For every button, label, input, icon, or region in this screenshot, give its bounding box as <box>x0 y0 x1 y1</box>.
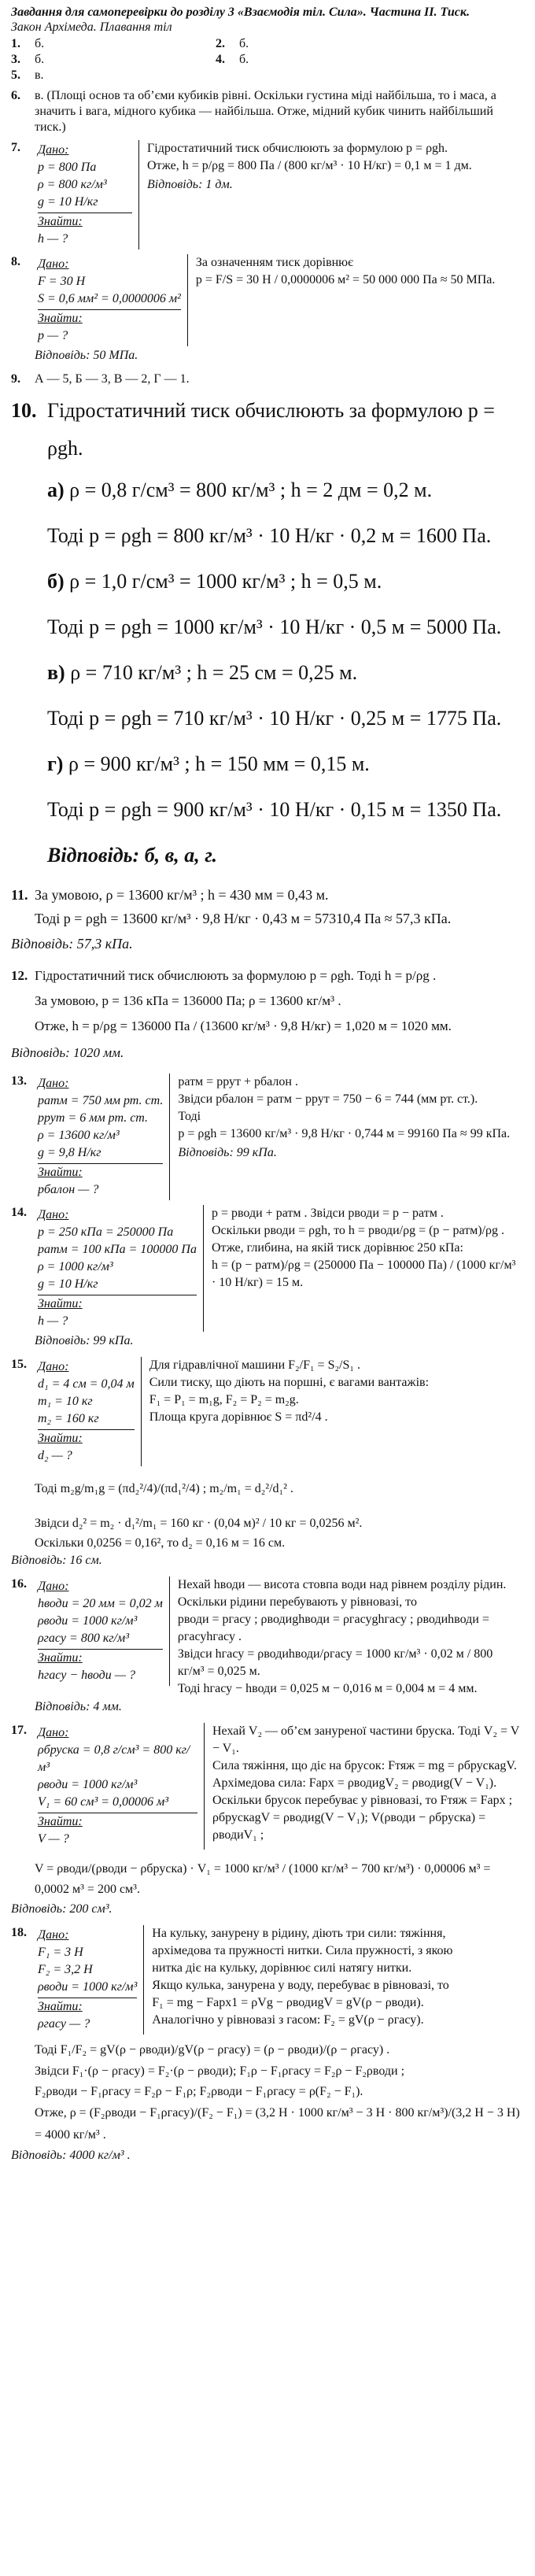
answer-1: 1. б. <box>11 37 45 50</box>
given-block: Дано: pатм = 750 мм рт. ст. pрут = 6 мм рт. ст. ρ = 13600 кг/м³ g = 9,8 Н/кг Знайти: pбалон — ? <box>35 1074 170 1200</box>
solution-block: p = pводи + pатм . Звідси pводи = p − pатм . Оскільки pводи = ρgh, то h = pводи/ρg = (p − pатм)/ρg . Отже, глибина, на якій тиск дорівнює 250 кПа: h = (p − pатм)/ρg = (250000 Па − 100000 Па) / (1000 кг/м³ · 10 Н/кг) = 15 м. <box>211 1207 516 1289</box>
problem-10-part-b: б) ρ = 1,0 г/см³ = 1000 кг/м³ ; h = 0,5 м. Тоді p = ρgh = 1000 кг/м³ · 10 Н/кг · 0,5 м = 5000 Па. <box>47 570 502 638</box>
header-subtitle: Закон Архімеда. Плавання тіл <box>11 20 172 34</box>
problem-10-part-c: в) ρ = 710 кг/м³ ; h = 25 см = 0,25 м. Тоді p = ρgh = 710 кг/м³ · 10 Н/кг · 0,25 м = 1775 Па. <box>47 661 502 730</box>
problem-8: 8. Дано: F = 30 Н S = 0,6 мм² = 0,0000006 м² Знайти: p — ? За означенням тиск дорівнює p = F/S = 30 Н / 0,0000006 м² = 50 000 000 Па ≈ 50 МПа. Відповідь: 50 МПа. <box>11 255 496 362</box>
given-block: Дано: p = 250 кПа = 250000 Па pатм = 100 кПа = 100000 Па ρ = 1000 кг/м³ g = 10 Н/кг Знайти: h — ? <box>35 1205 204 1332</box>
answer-6: 6. в. (Площі основ та об’єми кубиків рівні. Оскільки густина міді найбільша, то і маса, а значить і вага, мідного кубика — найбільша. Отже, мідний кубик чинить найбільший тиск.) <box>11 89 496 134</box>
problem-10: 10. Гідростатичний тиск обчислюють за формулою p = ρgh. <box>11 399 495 460</box>
given-block: Дано: F = 30 Н S = 0,6 мм² = 0,0000006 м² Знайти: p — ? <box>35 254 188 346</box>
problem-7: 7. Дано: p = 800 Па ρ = 800 кг/м³ g = 10 Н/кг Знайти: h — ? Гідростатичний тиск обчислюють за формулою p = ρgh. Отже, h = p/ρg = 800 Па / (800 кг/м³ · 10 Н/кг) = 0,1 м = 1 дм. Відповідь: 1 дм. <box>11 140 527 249</box>
problem-16: 16. Дано: hводи = 20 мм = 0,02 м ρводи = 1000 кг/м³ ρгасу = 800 кг/м³ Знайти: hгасу − hводи — ? Нехай hводи — висота стовпа води над рівнем розділу рідин. Оскільки рідини перебувають у рівновазі, то pводи = pгасу ; ρводиghводи = ρгасуghгасу ; ρводиhводи = ρгасуhгасу . Звідси hгасу = ρводиhводи/ρгасу = 1000 кг/м³ · 0,02 м / 800 кг/м³ = 0,025 м. Тоді hгасу − hводи = 0,025 м − 0,016 м = 0,004 м = 4 мм. Відповідь: 4 мм. <box>11 1576 527 1715</box>
short-answers <box>11 36 527 83</box>
problem-14: 14. Дано: p = 250 кПа = 250000 Па pатм = 100 кПа = 100000 Па ρ = 1000 кг/м³ g = 10 Н/кг Знайти: h — ? p = pводи + pатм . Звідси pводи = p − pатм . Оскільки pводи = ρgh, то h = pводи/ρg = (p − pатм)/ρg . Отже, глибина, на якій тиск дорівнює 250 кПа: h = (p − pатм)/ρg = (250000 Па − 100000 Па) / (1000 кг/м³ · 10 Н/кг) = 15 м. Відповідь: 99 кПа. <box>11 1205 527 1349</box>
solution-block: pатм = pрут + pбалон . Звідси pбалон = pатм − pрут = 750 − 6 = 744 (мм рт. ст.). Тоді p = ρgh = 13600 кг/м³ · 9,8 Н/кг · 0,744 м = 99160 Па ≈ 99 кПа. Відповідь: 99 кПа. <box>178 1075 511 1159</box>
given-block: Дано: F₁ = 3 Н F₂ = 3,2 Н ρводи = 1000 кг/м³ Знайти: ρгасу — ? <box>35 1925 144 2035</box>
page-header <box>11 5 527 35</box>
answer-5: 5. в. <box>11 68 44 82</box>
given-block: Дано: hводи = 20 мм = 0,02 м ρводи = 1000 кг/м³ ρгасу = 800 кг/м³ Знайти: hгасу − hводи — ? <box>35 1576 170 1686</box>
problem-10-answer: Відповідь: б, в, а, г. <box>47 844 218 867</box>
problem-18: 18. Дано: F₁ = 3 Н F₂ = 3,2 Н ρводи = 1000 кг/м³ Знайти: ρгасу — ? На кульку, занурену в рідину, діють три сили: тяжіння, архімедова та пружності нитки. Сила пружності, з якою нитка діє на кульку, дорівнює силі натягу нитки. Якщо кулька, занурена у воду, перебуває в рівновазі, то F₁ = mg − Fарх1 = ρVg − ρводиgV = gV(ρ − ρводи). Аналогічно у рівновазі з гасом: F₂ = gV(ρ − ρгасу). Тоді F₁/F₂ = gV(ρ − ρводи)/gV(ρ − ρгасу) = (ρ − ρводи)/(ρ − ρгасу) . Звідси F₁·(ρ − ρгасу) = F₂·(ρ − ρводи); F₁ρ − F₁ρгасу = F₂ρ − F₂ρводи ; F₂ρводи − F₁ρгасу = F₂ρ − F₁ρ; F₂ρводи − F₁ρгасу = ρ(F₂ − F₁). Отже, ρ = (F₂ρводи − F₁ρгасу)/(F₂ − F₁) = (3,2 Н · 1000 кг/м³ − 3 Н · 800 кг/м³)/(3,2 Н − 3 Н) = 4000 кг/м³ . Відповідь: 4000 кг/м³ . <box>11 1926 520 2162</box>
problem-12: 12. Гідростатичний тиск обчислюють за формулою p = ρgh. Тоді h = p/ρg . За умовою, p = 136 кПа = 136000 Па; ρ = 13600 кг/м³ . Отже, h = p/ρg = 136000 Па / (13600 кг/м³ · 9,8 Н/кг) = 1,020 м = 1020 мм. Відповідь: 1020 мм. <box>11 968 452 1060</box>
header-title: Завдання для самоперевірки до розділу 3 «Взаємодія тіл. Сила». Частина ІІ. Тиск. <box>11 6 470 19</box>
problem-10-part-d: г) ρ = 900 кг/м³ ; h = 150 мм = 0,15 м. Тоді p = ρgh = 900 кг/м³ · 10 Н/кг · 0,15 м = 1350 Па. <box>47 752 502 821</box>
answer-4: 4. б. <box>216 53 249 66</box>
problem-15: 15. Дано: d₁ = 4 см = 0,04 м m₁ = 10 кг m₂ = 160 кг Знайти: d₂ — ? Для гідравлічної машини F₂/F₁ = S₂/S₁ . Сили тиску, що діють на поршні, є вагами вантажів: F₁ = P₁ = m₁g, F₂ = P₂ = m₂g. Площа круга дорівнює S = πd²/4 . Тоді m₂g/m₁g = (πd₂²/4)/(πd₁²/4) ; m₂/m₁ = d₂²/d₁² . Звідси d₂² = m₂ · d₁²/m₁ = 160 кг · (0,04 м)² / 10 кг = 0,0256 м². Оскільки 0,0256 = 0,16², то d₂ = 0,16 м = 16 см. Відповідь: 16 см. <box>11 1358 430 1567</box>
solution-block: Гідростатичний тиск обчислюють за формулою p = ρgh. Отже, h = p/ρg = 800 Па / (800 кг/м³ · 10 Н/кг) = 0,1 м = 1 дм. Відповідь: 1 дм. <box>147 142 472 191</box>
given-block: Дано: p = 800 Па ρ = 800 кг/м³ g = 10 Н/кг Знайти: h — ? <box>35 140 139 249</box>
problem-13: 13. Дано: pатм = 750 мм рт. ст. pрут = 6 мм рт. ст. ρ = 13600 кг/м³ g = 9,8 Н/кг Знайти: pбалон — ? pатм = pрут + pбалон . Звідси pбалон = pатм − pрут = 750 − 6 = 744 (мм рт. ст.). Тоді p = ρgh = 13600 кг/м³ · 9,8 Н/кг · 0,744 м = 99160 Па ≈ 99 кПа. Відповідь: 99 кПа. <box>11 1074 527 1200</box>
given-block: Дано: ρбруска = 0,8 г/см³ = 800 кг/м³ ρводи = 1000 кг/м³ V₁ = 60 см³ = 0,00006 м³ Знайти: V — ? <box>35 1723 205 1850</box>
answer-3: 3. б. <box>11 53 45 66</box>
answer-9: 9. А — 5, Б — 3, В — 2, Г — 1. <box>11 372 190 386</box>
problem-11: 11. За умовою, ρ = 13600 кг/м³ ; h = 430 мм = 0,43 м. Тоді p = ρgh = 13600 кг/м³ · 9,8 Н/кг · 0,43 м = 57310,4 Па ≈ 57,3 кПа. Відповідь: 57,3 кПа. <box>11 887 452 952</box>
solution-block: Нехай hводи — висота стовпа води над рівнем розділу рідин. Оскільки рідини перебувають у рівновазі, то pводи = pгасу ; ρводиghводи = ρгасуghгасу ; ρводиhводи = ρгасуhгасу . Звідси hгасу = ρводиhводи/ρгасу = 1000 кг/м³ · 0,02 м / 800 кг/м³ = 0,025 м. Тоді hгасу − hводи = 0,025 м − 0,016 м = 0,004 м = 4 мм. <box>177 1578 507 1695</box>
answer-2: 2. б. <box>216 37 249 50</box>
problem-17: 17. Дано: ρбруска = 0,8 г/см³ = 800 кг/м³ ρводи = 1000 кг/м³ V₁ = 60 см³ = 0,00006 м³ Знайти: V — ? Нехай V₂ — об’єм зануреної частини бруска. Тоді V₂ = V − V₁. Сила тяжіння, що діє на брусок: Fтяж = mg = ρбрускаgV. Архімедова сила: Fарх = ρводиgV₂ = ρводиg(V − V₁). Оскільки брусок перебуває у рівновазі, то Fтяж = Fарх ; ρбрускаgV = ρводиg(V − V₁); V(ρводи − ρбруска) = ρводиV₁ ; V = ρводи/(ρводи − ρбруска) · V₁ = 1000 кг/м³ / (1000 кг/м³ − 700 кг/м³) · 0,00006 м³ = 0,0002 м³ = 200 см³. Відповідь: 200 см³. <box>11 1723 527 1917</box>
solution-block: За означенням тиск дорівнює p = F/S = 30 Н / 0,0000006 м² = 50 000 000 Па ≈ 50 МПа. <box>195 256 496 286</box>
solution-block: На кульку, занурену в рідину, діють три сили: тяжіння, архімедова та пружності нитки. Сила пружності, з якою нитка діє на кульку, дорівнює силі натягу нитки. Якщо кулька, занурена у воду, перебуває в рівновазі, то F₁ = mg − Fарх1 = ρVg − ρводиgV = gV(ρ − ρводи). Аналогічно у рівновазі з гасом: F₂ = gV(ρ − ρгасу). <box>152 1927 453 2027</box>
solution-block: Нехай V₂ — об’єм зануреної частини бруска. Тоді V₂ = V − V₁. Сила тяжіння, що діє на брусок: Fтяж = mg = ρбрускаgV. Архімедова сила: Fарх = ρводиgV₂ = ρводиg(V − V₁). Оскільки брусок перебуває у рівновазі, то Fтяж = Fарх ; ρбрускаgV = ρводиg(V − V₁); V(ρводи − ρбруска) = ρводиV₁ ; <box>212 1724 520 1842</box>
solution-block: Для гідравлічної машини F₂/F₁ = S₂/S₁ . Сили тиску, що діють на поршні, є вагами вантажів: F₁ = P₁ = m₁g, F₂ = P₂ = m₂g. Площа круга дорівнює S = πd²/4 . <box>149 1358 430 1424</box>
problem-10-part-a: а) ρ = 0,8 г/см³ = 800 кг/м³ ; h = 2 дм = 0,2 м. Тоді p = ρgh = 800 кг/м³ · 10 Н/кг · 0,2 м = 1600 Па. <box>47 479 492 547</box>
given-block: Дано: d₁ = 4 см = 0,04 м m₁ = 10 кг m₂ = 160 кг Знайти: d₂ — ? <box>35 1357 142 1466</box>
